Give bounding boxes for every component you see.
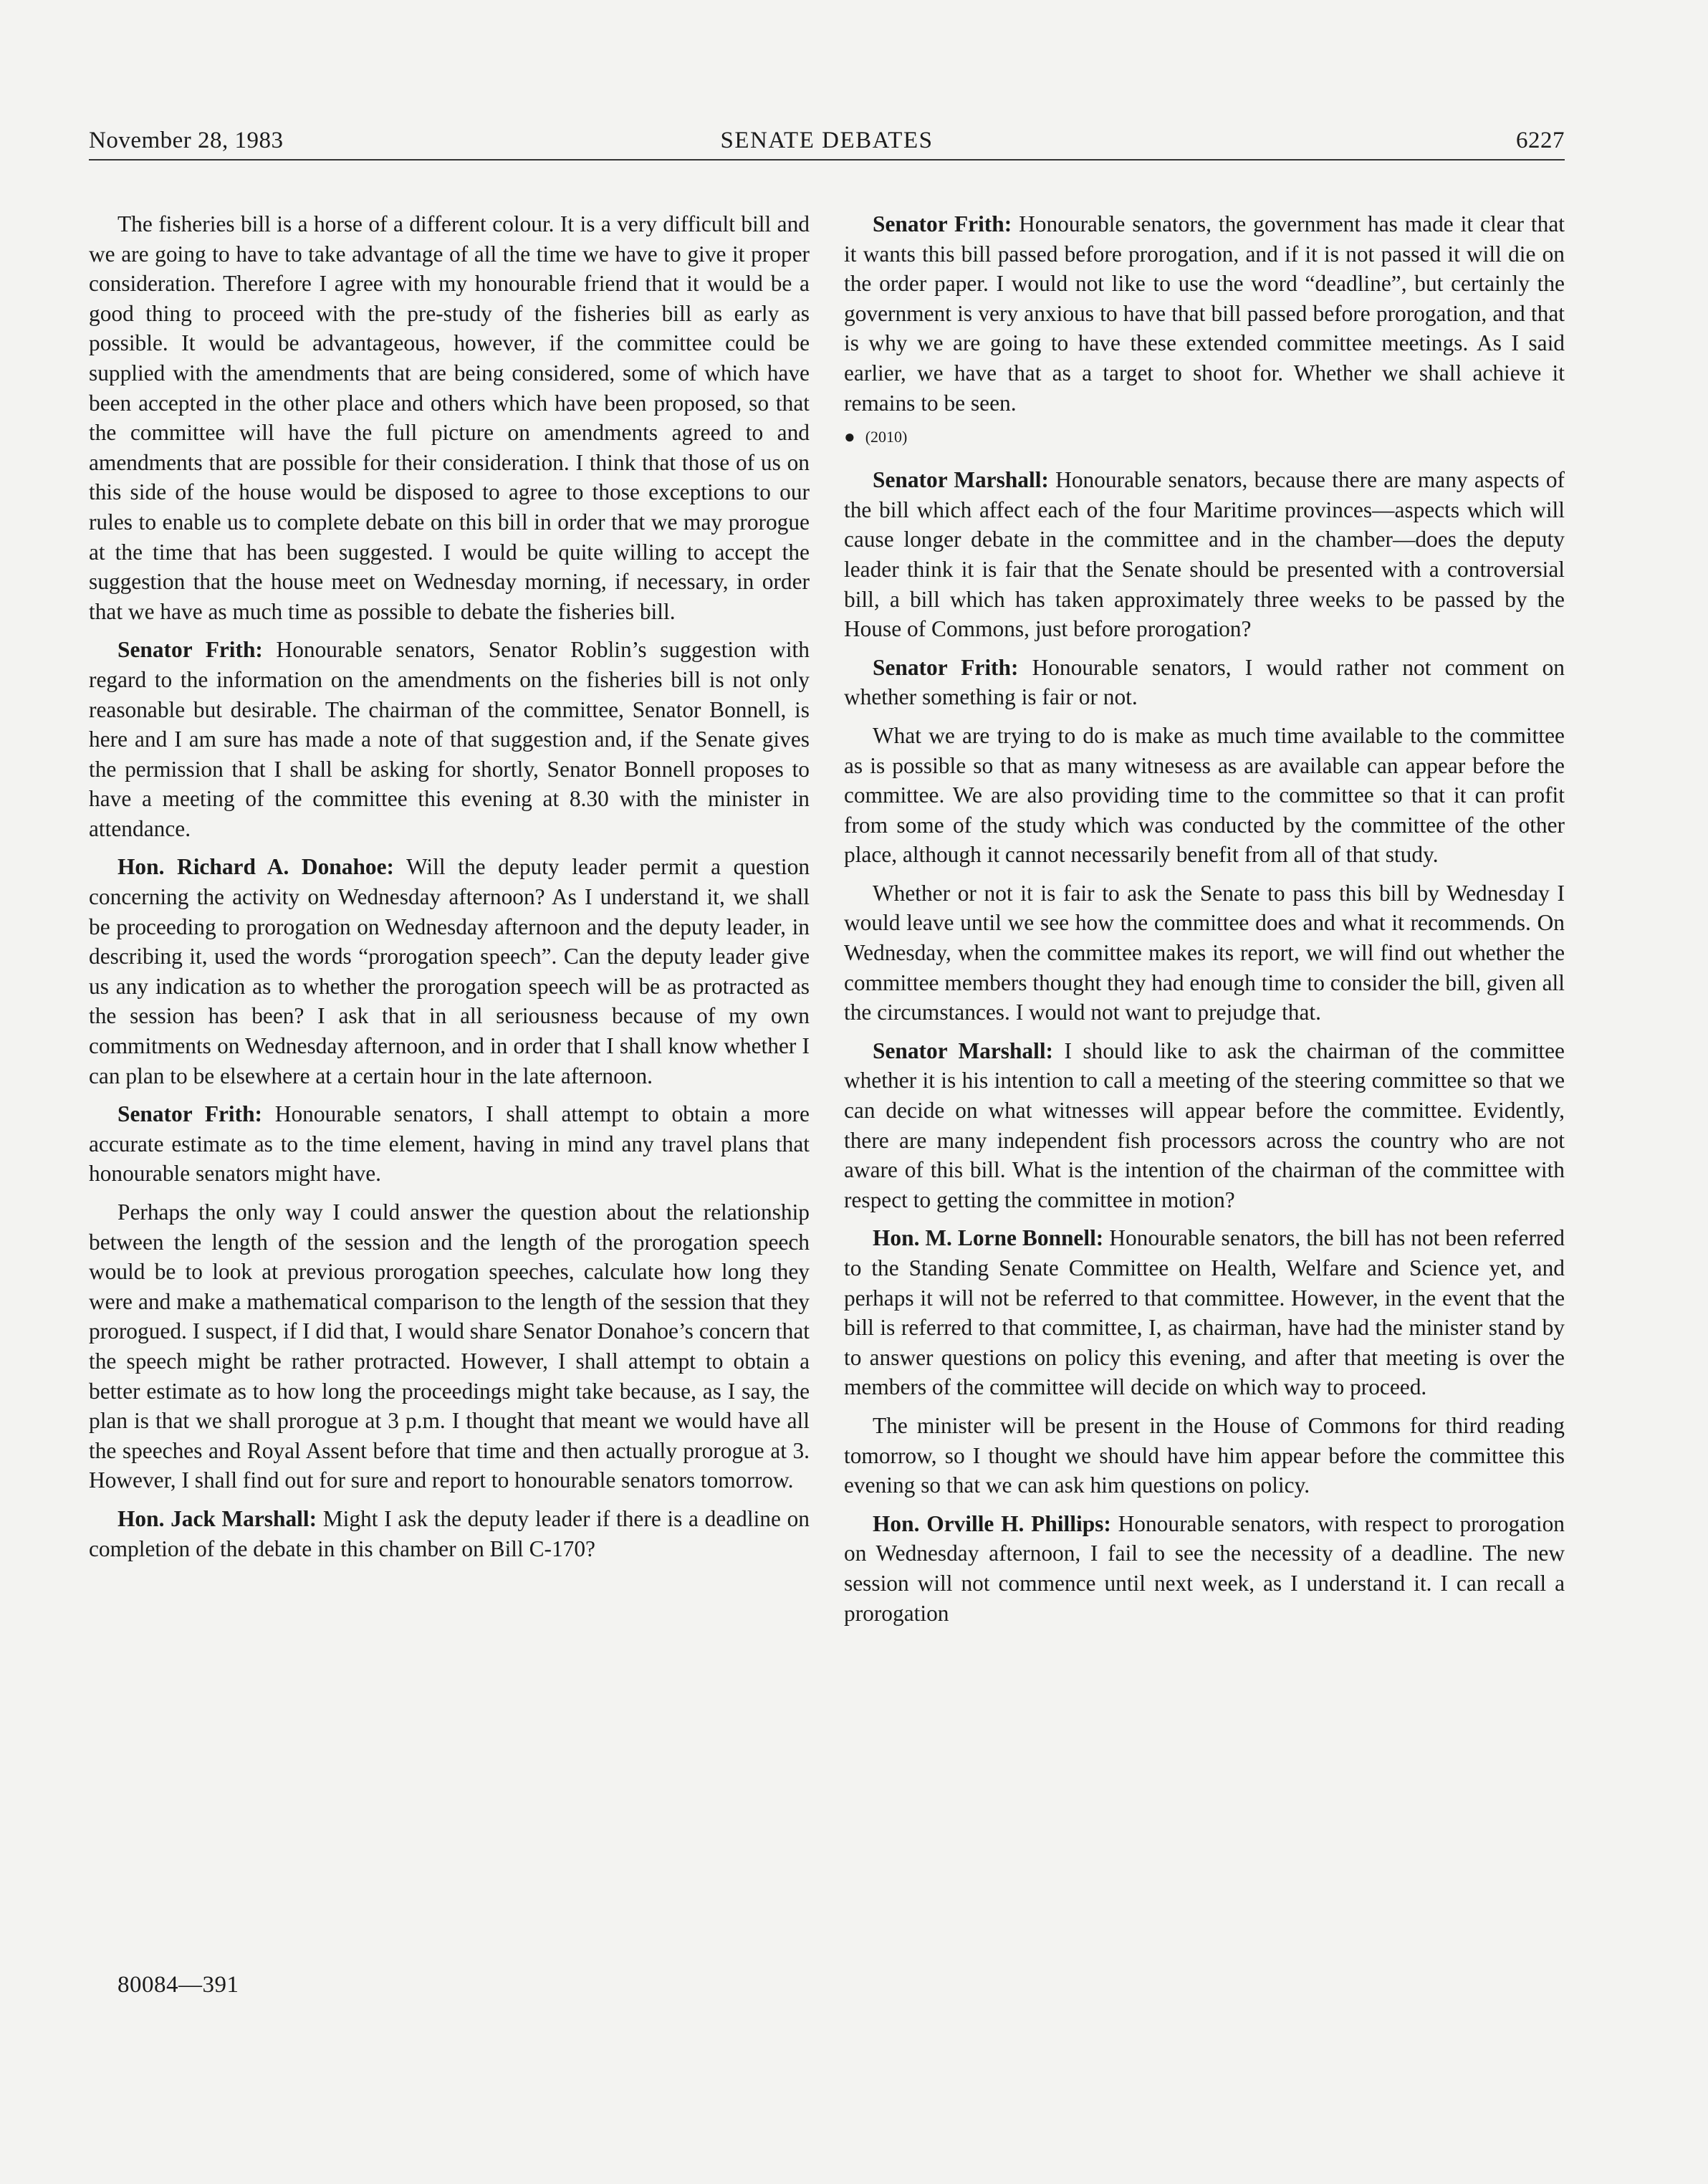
running-head [89,128,1565,159]
paragraph [844,1036,1565,1215]
paragraph-text: Honourable senators, the government has made it clear that it wants this bill passed before prorogation, and if it is not passed it will die on the order paper. I would not like to use the word “deadline”, but certainly the government is very anxious to have that bill passed before prorogation, and that is why we are going to have these extended committee meetings. As I said earlier, we have that as a target to shoot for. Whether we shall achieve it remains to be seen. [844,211,1565,416]
speaker-name: Senator Frith: [873,654,1019,680]
paragraph [844,878,1565,1028]
paragraph-text: What we are trying to do is make as much time available to the committee as is possible so that as many witnesess as are available can appear before the committee. We are also providing time to the committee so that it can profit from some of the study which was conducted by the committee of the other place, although it cannot necessarily benefit from all of that study. [844,722,1565,868]
paragraph-text: The minister will be present in the House of Commons for third reading tomorrow, so I thought we should have him appear before the committee this evening so that we can ask him questions on policy. [844,1412,1565,1498]
right-column [844,209,1565,1637]
paragraph-text: Honourable senators, because there are many aspects of the bill which affect each of the four Maritime provinces—aspects which will cause longer debate in the committee and in the chamber—does the deputy leader think it is fair that the Senate should be presented with a controversial bill, a bill which has taken approximately three weeks to be passed by the House of Commons, just before prorogation? [844,467,1565,642]
paragraph [89,852,810,1091]
footer-code: 80084—391 [117,1972,239,1998]
paragraph-text: Might I ask the deputy leader if there is a deadline on completion of the debate in this chamber on Bill C-170? [89,1505,810,1561]
paragraph [844,209,1565,418]
paragraph-text: The fisheries bill is a horse of a different colour. It is a very difficult bill and we are going to have to take advantage of all the time we have to give it proper consideration. Therefore I agree with my honourable friend that it would be a good thing to proceed with the pre-study of the fisheries bill as early as possible. It would be advantageous, however, if the committee could be supplied with the amendments that are being considered, some of which have been accepted in the other place and others which have been proposed, so that the committee will have the full picture on amendments agreed to and amendments that are possible for their consideration. I think that those of us on this side of the house would be disposed to agree to those exceptions to our rules to enable us to complete debate on this bill in order that we may prorogue at the time that has been suggested. I would be quite willing to accept the suggestion that the house meet on Wednesday morning, if necessary, in order that we have as much time as possible to debate the fisheries bill. [89,211,810,624]
paragraph-text: Honourable senators, Senator Roblin’s suggestion with regard to the information on the amendments on the fisheries bill is not only reasonable but desirable. The chairman of the committee, Senator Bonnell, is here and I am sure has made a note of that suggestion and, if the Senate gives the permission that I shall be asking for shortly, Senator Bonnell proposes to have a meeting of the committee this evening at 8.30 with the minister in attendance. [89,637,810,841]
paragraph [89,635,810,843]
speaker-name: Senator Marshall: [873,467,1049,493]
speaker-name: Hon. Orville H. Phillips: [873,1510,1111,1536]
paragraph-text: Honourable senators, I would rather not comment on whether something is fair or not. [844,654,1565,710]
left-column [89,209,810,1572]
paragraph-text: Honourable senators, with respect to prorogation on Wednesday afternoon, I fail to see the necessity of a deadline. The new session will not commence until next week, as I understand it. I can recall a prorogation [844,1510,1565,1626]
speaker-name: Senator Frith: [117,637,263,663]
speaker-name: Hon. M. Lorne Bonnell: [873,1225,1104,1251]
paragraph [89,1099,810,1189]
paragraph-text: Honourable senators, the bill has not been referred to the Standing Senate Committee on Health, Welfare and Science yet, and perhaps it will not be referred to that committee. However, in the event that the bill is referred to that committee, I, as chairman, have had the minister stand by to answer questions on policy this evening, and after that meeting is over the members of the committee will decide on which way to proceed. [844,1225,1565,1400]
paragraph [89,209,810,626]
time-marker-label: (2010) [865,428,908,446]
header-rule [89,159,1565,161]
bullet-icon: ● [844,426,855,448]
speaker-name: Senator Marshall: [873,1038,1054,1063]
speaker-name: Senator Frith: [873,211,1012,236]
paragraph [844,1509,1565,1628]
speaker-name: Senator Frith: [117,1101,263,1127]
header-date: November 28, 1983 [89,128,284,153]
paragraph-text: Will the deputy leader permit a question concerning the activity on Wednesday afternoon? As I understand it, we shall be proceeding to prorogation on Wednesday afternoon and the deputy leader, in describing it, used the words “prorogation speech”. Can the deputy leader give us any indication as to whether the prorogation speech will be as protracted as the session has been? I ask that in all seriousness because of my own commitments on Wednesday afternoon, and in order that I shall know whether I can plan to be elsewhere at a certain hour in the late afternoon. [89,854,810,1088]
speaker-name: Hon. Richard A. Donahoe: [117,854,394,880]
paragraph [89,1197,810,1495]
paragraph [844,721,1565,870]
paragraph [844,1223,1565,1402]
speaker-name: Hon. Jack Marshall: [117,1505,317,1531]
time-marker [844,426,1565,448]
paragraph [844,653,1565,712]
paragraph-text: I should like to ask the chairman of the committee whether it is his intention to call a meeting of the steering committee so that we can decide on what witnesses will appear before the committee. Evidently, there are many independent fish processors across the country who are not aware of this bill. What is the intention of the chairman of the committee with respect to getting the committee in motion? [844,1038,1565,1212]
paragraph-text: Perhaps the only way I could answer the question about the relationship between the length of the session and the length of the prorogation speech would be to look at previous prorogation speeches, calculate how long they were and make a mathematical comparison to the length of the session that they prorogued. I suspect, if I did that, I would share Senator Donahoe’s concern that the speech might be rather protracted. However, I shall attempt to obtain a better estimate as to how long the proceedings might take because, as I say, the plan is that we shall prorogue at 3 p.m. I thought that meant we would have all the speeches and Royal Assent before that time and then actually prorogue at 3. However, I shall find out for sure and report to honourable senators tomorrow. [89,1199,810,1493]
paragraph-text: Whether or not it is fair to ask the Senate to pass this bill by Wednesday I would leave until we see how the committee does and what it recommends. On Wednesday, when the committee makes its report, we will find out whether the committee members thought they had enough time to consider the bill, given all the circumstances. I would not want to prejudge that. [844,880,1565,1025]
paragraph [844,1411,1565,1500]
paragraph-text: Honourable senators, I shall attempt to obtain a more accurate estimate as to the time element, having in mind any travel plans that honourable senators might have. [89,1101,810,1187]
paragraph [844,465,1565,644]
header-page-number: 6227 [1516,128,1565,153]
paragraph [89,1504,810,1563]
header-title: SENATE DEBATES [720,128,934,153]
